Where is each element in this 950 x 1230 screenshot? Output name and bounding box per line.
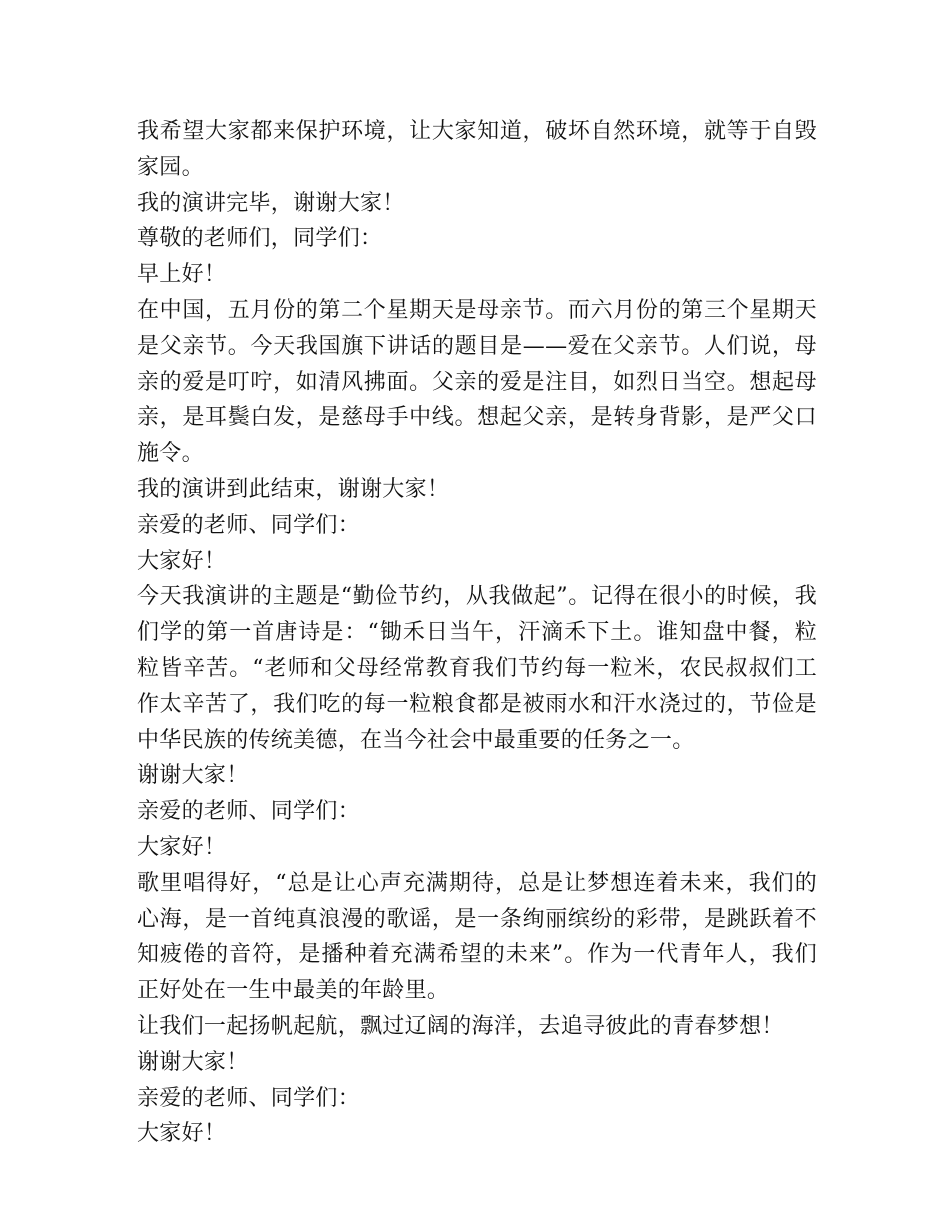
paragraph-7: 亲爱的老师、同学们： bbox=[137, 512, 361, 538]
paragraph-2: 我的演讲完毕，谢谢大家！ bbox=[137, 190, 405, 216]
document-body bbox=[137, 114, 817, 1152]
paragraph-8: 大家好！ bbox=[137, 548, 227, 574]
paragraph-4: 早上好！ bbox=[137, 262, 227, 288]
paragraph-14: 让我们一起扬帆起航，飘过辽阔的海洋，去追寻彼此的青春梦想！ bbox=[137, 1013, 784, 1039]
paragraph-6: 我的演讲到此结束，谢谢大家！ bbox=[137, 476, 450, 502]
paragraph-13: 歌里唱得好，“总是让心声充满期待，总是让梦想连着未来，我们的心海，是一首纯真浪漫的歌谣，是一条绚丽缤纷的彩带，是跳跃着不知疲倦的音符，是播种着充满希望的未来”。作为一代青年人，我们正好处在一生中最美的年龄里。 bbox=[137, 870, 817, 1004]
paragraph-10: 谢谢大家！ bbox=[137, 763, 249, 789]
paragraph-17: 大家好！ bbox=[137, 1121, 227, 1147]
paragraph-16: 亲爱的老师、同学们： bbox=[137, 1085, 361, 1111]
paragraph-12: 大家好！ bbox=[137, 834, 227, 860]
paragraph-1: 我希望大家都来保护环境，让大家知道，破坏自然环境，就等于自毁家园。 bbox=[137, 119, 817, 180]
paragraph-15: 谢谢大家！ bbox=[137, 1049, 249, 1075]
paragraph-9: 今天我演讲的主题是“勤俭节约，从我做起”。记得在很小的时候，我们学的第一首唐诗是：“锄禾日当午，汗滴禾下土。谁知盘中餐，粒粒皆辛苦。“老师和父母经常教育我们节约每一粒米，农民叔叔们工作太辛苦了，我们吃的每一粒粮食都是被雨水和汗水浇过的，节俭是中华民族的传统美德，在当今社会中最重要的任务之一。 bbox=[137, 584, 817, 753]
paragraph-5: 在中国，五月份的第二个星期天是母亲节。而六月份的第三个星期天是父亲节。今天我国旗下讲话的题目是——爱在父亲节。人们说，母亲的爱是叮咛，如清风拂面。父亲的爱是注目，如烈日当空。想起母亲，是耳鬓白发，是慈母手中线。想起父亲，是转身背影，是严父口施令。 bbox=[137, 297, 817, 467]
paragraph-3: 尊敬的老师们，同学们： bbox=[137, 226, 383, 252]
paragraph-11: 亲爱的老师、同学们： bbox=[137, 799, 361, 825]
